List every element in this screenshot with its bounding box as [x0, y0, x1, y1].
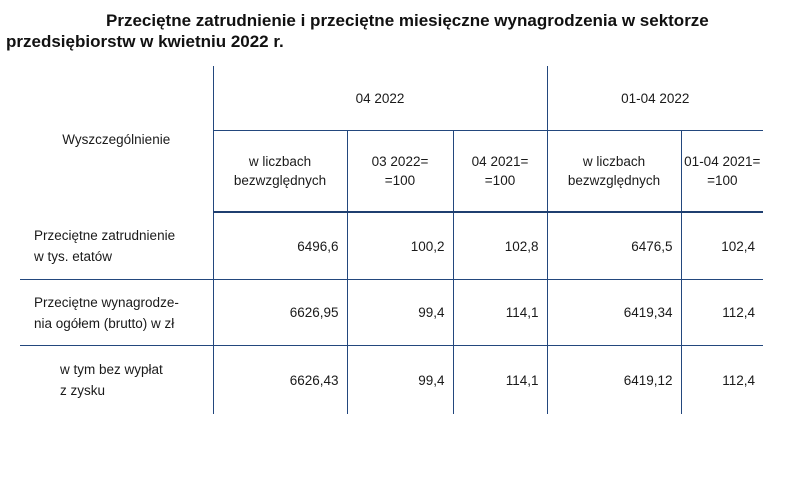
table-cell: 100,2: [347, 212, 453, 280]
table-row: [20, 212, 763, 280]
subheader-text-line: 01-04 2021=: [684, 154, 761, 169]
table-cell: 114,1: [453, 346, 547, 415]
statistics-table: [20, 66, 763, 414]
subheader-text-line: w liczbach: [248, 154, 312, 169]
table-cell: 6496,6: [213, 212, 347, 280]
subheader-absolute-04: [213, 131, 347, 213]
header-row-groups: [20, 66, 763, 131]
row-label-line: nia ogółem (brutto) w zł: [34, 315, 175, 331]
subheader-text-line: =100: [707, 173, 738, 188]
row-label-line: Przeciętne zatrudnienie: [34, 227, 176, 243]
row-label-line: Przeciętne wynagrodze-: [34, 294, 179, 310]
subheader-text-line: bezwzględnych: [233, 173, 327, 188]
table-cell: 112,4: [681, 346, 763, 415]
table-cell: 114,1: [453, 280, 547, 346]
table-row: [20, 346, 763, 415]
table-cell: 99,4: [347, 346, 453, 415]
row-label-line: w tym bez wypłat: [60, 362, 163, 377]
subheader-text-line: =100: [484, 173, 516, 188]
subheader-text-line: =100: [384, 173, 416, 188]
table-cell: 99,4: [347, 280, 453, 346]
subheader-text-line: 03 2022=: [371, 154, 429, 169]
table-row: [20, 280, 763, 346]
table-cell: 6419,12: [547, 346, 681, 415]
table-cell: 102,8: [453, 212, 547, 280]
corner-header: Wyszczególnienie: [62, 131, 171, 147]
group-header-04-2022: 04 2022: [213, 66, 547, 131]
subheader-absolute-01-04: [547, 131, 681, 213]
group-header-01-04-2022: 01-04 2022: [547, 66, 763, 131]
row-label-wage-excl-profit: [20, 346, 213, 415]
subheader-index-03-2022: [347, 131, 453, 213]
subheader-text-line: bezwzględnych: [567, 173, 661, 188]
row-label-line: w tys. etatów: [34, 248, 113, 264]
table-cell: 6626,95: [213, 280, 347, 346]
statistics-table-container: [20, 66, 763, 414]
table-title: [6, 10, 786, 52]
table-cell: 102,4: [681, 212, 763, 280]
subheader-index-04-2021: [453, 131, 547, 213]
subheader-index-01-04-2021: [681, 131, 763, 213]
table-cell: 6626,43: [213, 346, 347, 415]
title-line-1: Przeciętne zatrudnienie i przeciętne miesięczne wynagrodzenia w sektorze: [106, 11, 709, 30]
row-label-line: z zysku: [60, 383, 106, 398]
table-cell: 6476,5: [547, 212, 681, 280]
row-label-gross-wage: [20, 280, 213, 346]
subheader-text-line: w liczbach: [582, 154, 646, 169]
table-cell: 112,4: [681, 280, 763, 346]
title-line-2: przedsiębiorstw w kwietniu 2022 r.: [6, 32, 284, 51]
subheader-text-line: 04 2021=: [471, 154, 529, 169]
table-cell: 6419,34: [547, 280, 681, 346]
row-label-employment: [20, 212, 213, 280]
